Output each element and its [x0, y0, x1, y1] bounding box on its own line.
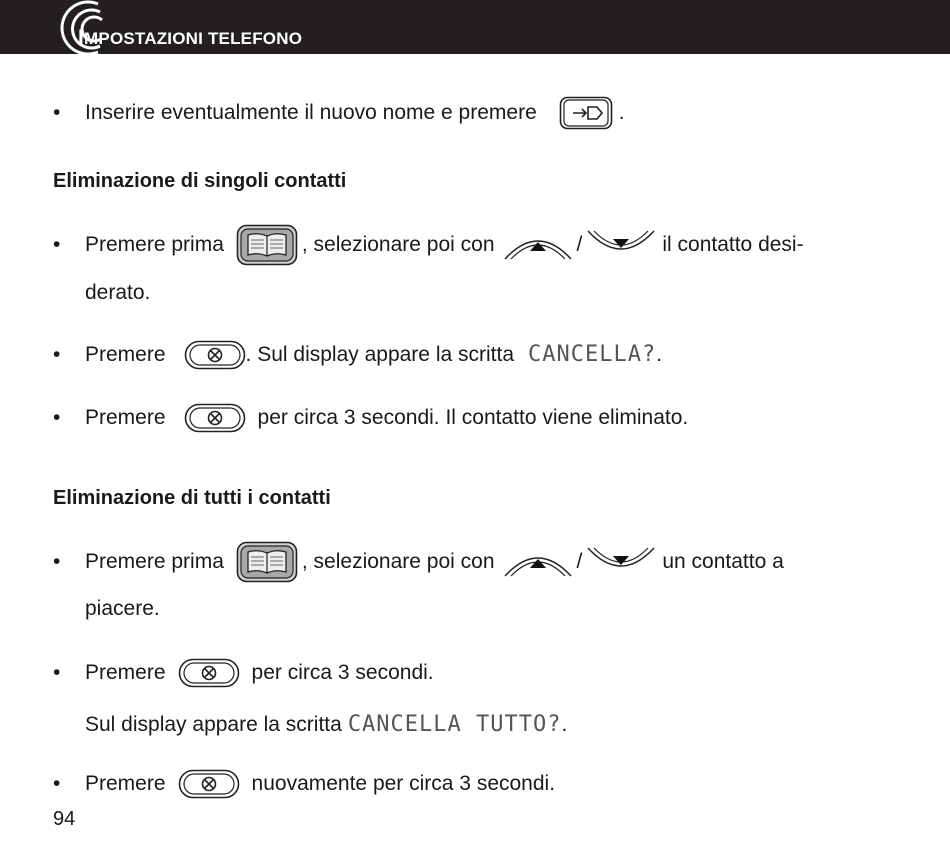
- instruction-line-6-continued: Sul display appare la scritta CANCELLA TUTTO? .: [0, 710, 950, 740]
- display-message: CANCELLA TUTTO?: [347, 712, 562, 737]
- page-number: 94: [53, 808, 76, 830]
- down-arrow-key-icon: [586, 546, 656, 578]
- section-heading-all: Eliminazione di tutti i contatti: [53, 487, 331, 509]
- instruction-line-2-continued: derato.: [85, 281, 151, 304]
- page-header: [0, 0, 950, 54]
- bullet: •: [53, 101, 61, 124]
- instruction-line-3: • Premere . Sul display appare la scritta CANCELLA? .: [0, 340, 950, 370]
- confirm-key-icon: [559, 96, 613, 130]
- delete-key-icon: [184, 403, 246, 433]
- delete-key-icon: [178, 769, 240, 799]
- section-heading-single: Eliminazione di singoli contatti: [53, 170, 347, 192]
- up-arrow-key-icon: [503, 546, 573, 578]
- up-arrow-key-icon: [503, 229, 573, 261]
- instruction-line-6: • Premere per circa 3 secondi.: [0, 658, 950, 688]
- phonebook-key-icon: [236, 224, 298, 266]
- header-title: IMPOSTAZIONI TELEFONO: [78, 26, 303, 49]
- delete-key-icon: [178, 658, 240, 688]
- instruction-line-7: • Premere nuovamente per circa 3 secondi.: [0, 769, 950, 799]
- delete-key-icon: [184, 340, 246, 370]
- instruction-line-5: • Premere prima , selezionare poi con / un contatto a: [0, 541, 950, 583]
- down-arrow-key-icon: [586, 229, 656, 261]
- instruction-line-4: • Premere per circa 3 secondi. Il contatto viene eliminato.: [0, 403, 950, 433]
- display-message: CANCELLA?: [528, 342, 657, 367]
- instruction-line-5-continued: piacere.: [85, 597, 160, 620]
- phonebook-key-icon: [236, 541, 298, 583]
- instruction-line-2: • Premere prima , selezionare poi con / il contatto desi-: [0, 224, 950, 266]
- instruction-line-1: • Inserire eventualmente il nuovo nome e premere .: [0, 96, 950, 130]
